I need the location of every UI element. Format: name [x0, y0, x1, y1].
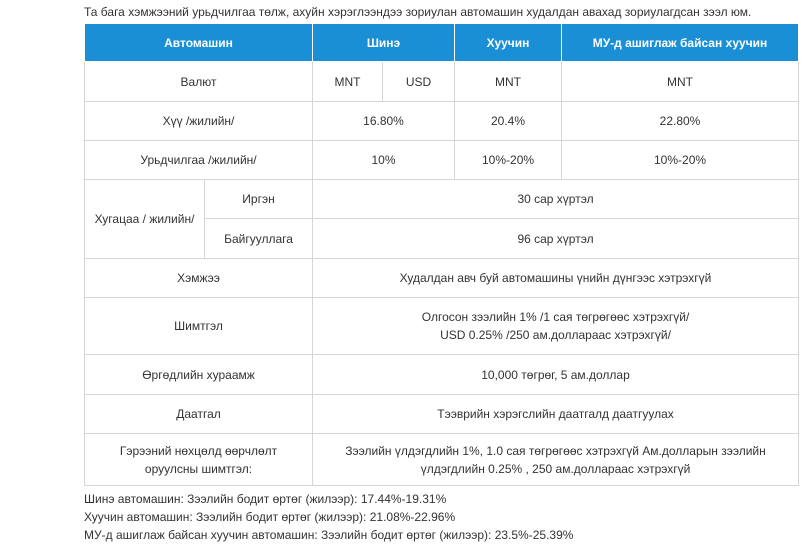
loan-terms-table: [84, 24, 799, 486]
table-row-review-fee: [85, 355, 799, 395]
down-payment-used: 10%-20%: [455, 141, 562, 180]
table-row-down-payment: [85, 141, 799, 180]
currency-new-mnt: MNT: [313, 62, 383, 102]
rate-new: 16.80%: [313, 102, 455, 141]
row-label-review-fee: Өргөдлийн хураамж: [85, 355, 313, 395]
fee-line-1: Олгосон зээлийн 1% /1 сая төгрөгөөс хэтрэхгүй/: [421, 310, 690, 324]
row-label-down-payment: Урьдчилгаа /жилийн/: [85, 141, 313, 180]
table-row-change-fee: [85, 434, 799, 486]
change-fee-line-2: үлдэгдлийн 0.25% , 250 ам.доллараас хэтрэхгүй: [420, 461, 691, 476]
table-header-row: [85, 24, 799, 62]
change-fee-value: [313, 434, 799, 486]
note-used: Хуучин автомашин: Зээлийн бодит өртөг (жилээр): 21.08%-22.96%: [84, 510, 456, 524]
header-new: Шинэ: [313, 24, 455, 62]
header-vehicle: Автомашин: [85, 24, 313, 62]
currency-new-usd: USD: [383, 62, 455, 102]
note-mn-used: МУ-д ашиглаж байсан хуучин автомашин: Зээлийн бодит өртөг (жилээр): 23.5%-25.39%: [84, 528, 574, 542]
term-individual-value: 30 сар хүртэл: [313, 180, 799, 219]
rate-used: 20.4%: [455, 102, 562, 141]
term-organization-value: 96 сар хүртэл: [313, 219, 799, 259]
change-fee-label-line-1: Гэрээний нөхцөлд өөрчлөлт: [119, 443, 278, 458]
table-row-collateral: [85, 395, 799, 434]
fee-value: [313, 298, 799, 355]
term-individual-label: Иргэн: [205, 180, 313, 219]
fee-line-2: USD 0.25% /250 ам.доллараас хэтрэхгүй/: [440, 328, 671, 342]
header-mn-used: МУ-д ашиглаж байсан хуучин: [562, 24, 799, 62]
collateral-value: Тээврийн хэрэгслийн даатгалд даатгуулах: [313, 395, 799, 434]
down-payment-mn-used: 10%-20%: [562, 141, 799, 180]
row-label-change-fee: [85, 434, 313, 486]
row-label-currency: Валют: [85, 62, 313, 102]
row-label-amount: Хэмжээ: [85, 259, 313, 298]
note-new: Шинэ автомашин: Зээлийн бодит өртөг (жилээр): 17.44%-19.31%: [84, 492, 447, 506]
currency-mn-used: MNT: [562, 62, 799, 102]
table-row-currency: [85, 62, 799, 102]
amount-value: Худалдан авч буй автомашины үнийн дүнгээс хэтрэхгүй: [313, 259, 799, 298]
row-label-fee: Шимтгэл: [85, 298, 313, 355]
term-organization-label: Байгууллага: [205, 219, 313, 259]
row-label-rate: Хүү /жилийн/: [85, 102, 313, 141]
header-used: Хуучин: [455, 24, 562, 62]
table-row-term-individual: [85, 180, 799, 219]
table-row-fee: [85, 298, 799, 355]
review-fee-value: 10,000 төгрөг, 5 ам.доллар: [313, 355, 799, 395]
effective-cost-notes: [84, 490, 573, 544]
table-row-rate: [85, 102, 799, 141]
change-fee-line-1: Зээлийн үлдэгдлийн 1%, 1.0 сая төгрөгөөс хэтрэхгүй Ам.долларын зээлийн: [345, 443, 766, 458]
intro-text: Та бага хэмжээний урьдчилгаа төлж, ахуйн хэрэглээндээ зориулан автомашин худалдан авахад зориулагдсан зээл юм.: [84, 5, 752, 19]
rate-mn-used: 22.80%: [562, 102, 799, 141]
row-label-collateral: Даатгал: [85, 395, 313, 434]
table-row-amount: [85, 259, 799, 298]
change-fee-label-line-2: оруулсны шимтгэл:: [144, 461, 253, 476]
currency-used: MNT: [455, 62, 562, 102]
row-label-term: Хугацаа / жилийн/: [85, 180, 205, 259]
down-payment-new: 10%: [313, 141, 455, 180]
